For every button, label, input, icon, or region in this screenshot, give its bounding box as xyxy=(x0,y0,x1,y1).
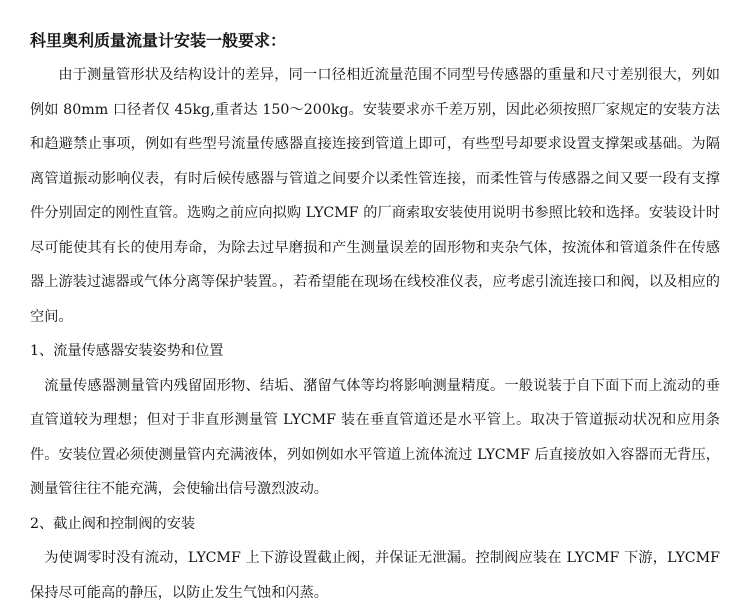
document-body xyxy=(30,30,720,610)
section-heading-valve-installation: 2、截止阀和控制阀的安装 xyxy=(30,515,196,532)
document-title: 科里奥利质量流量计安装一般要求： xyxy=(30,31,287,50)
section-heading-installation-position: 1、流量传感器安装姿势和位置 xyxy=(30,343,224,359)
section-body-installation-position: 流量传感器测量管内残留固形物、结垢、潴留气体等均将影响测量精度。一般说装于自下面下而上流动的垂直管道较为理想；但对于非直形测量管 LYCMF 装在垂直管道还是水平管上。取决于管道振动状况和应用条件。安装位置必须使测量管内充满液体，列如例如水平管道上流体流过 LYCMF 后直接放如入容器而无背压，测量管往往不能充满，会使输出信号激烈波动。 xyxy=(30,377,720,497)
section-body-valve-installation: 为使调零时没有流动，LYCMF 上下游设置截止阀，并保证无泄漏。控制阀应装在 LYCMF 下游，LYCMF 保持尽可能高的静压，以防止发生气蚀和闪蒸。 xyxy=(30,550,720,601)
intro-paragraph: 由于测量管形状及结构设计的差异，同一口径相近流量范围不同型号传感器的重量和尺寸差别很大，列如例如 80mm 口径者仅 45kg,重者达 150～200kg。安装要求亦千差万别，因此必须按照厂家规定的安装方法和趋避禁止事项，例如有些型号流量传感器直接连接到管道上即可，有些型号却要求设置支撑架或基础。为隔离管道振动影响仪表，有时后候传感器与管道之间要介以柔性管连接，而柔性管与传感器之间又要一段有支撑件分别固定的刚性直管。选购之前应向拟购 LYCMF 的厂商索取安装使用说明书参照比较和选择。安装设计时尽可能使其有长的使用寿命，为除去过早磨损和产生测量误差的固形物和夹杂气体，按流体和管道条件在传感器上游装过滤器或气体分离等保护装置。，若希望能在现场在线校准仪表，应考虑引流连接口和阀，以及相应的空间。 xyxy=(30,67,720,325)
